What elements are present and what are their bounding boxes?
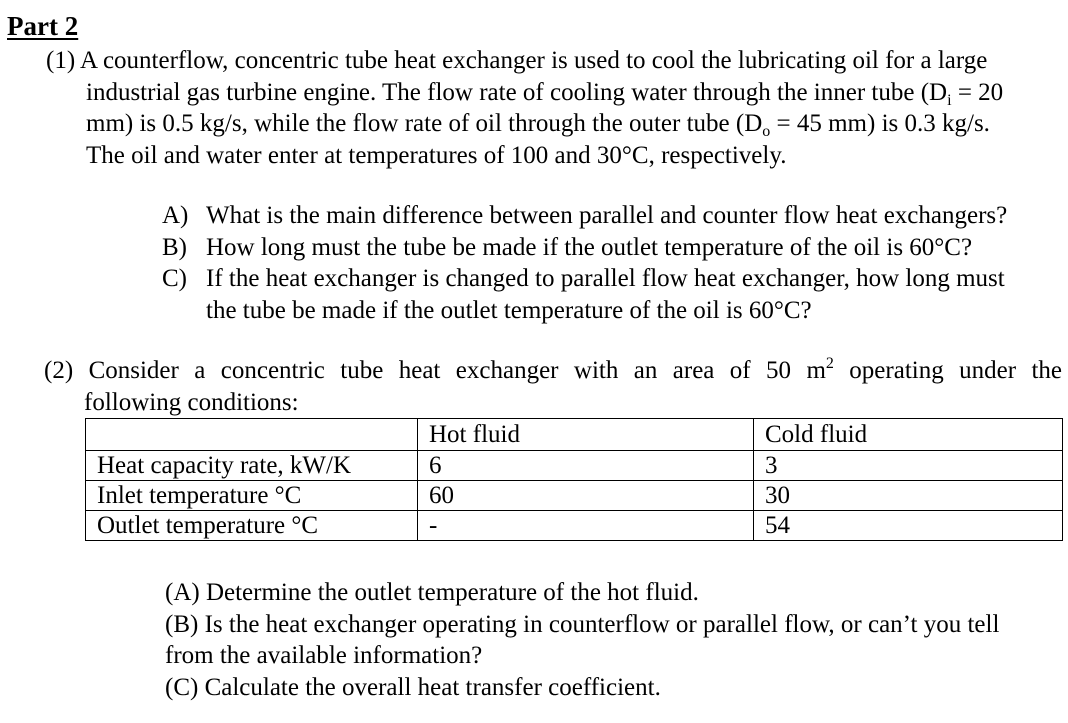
table-cell: 60 [418,481,754,511]
table-cell: 30 [754,481,1063,511]
table-cell: - [418,511,754,541]
table-header-cell: Cold fluid [754,419,1063,451]
table-row [86,511,1063,541]
table-row [86,481,1063,511]
conditions-table [85,418,1063,541]
table-header-cell [86,419,418,451]
problem-1-line-4: The oil and water enter at temperatures of 100 and 30°C, respectively. [86,141,787,169]
question-text: If the heat exchanger is changed to parallel flow heat exchanger, how long must [206,265,1005,292]
question-c [162,263,1068,326]
table-cell: Heat capacity rate, kW/K [86,451,418,481]
table-cell: 3 [754,451,1063,481]
problem-1-number: (1) [46,47,76,74]
question-text: (B) Is the heat exchanger operating in counterflow or parallel flow, or can’t you tell [165,610,1000,638]
table-cell: 6 [418,451,754,481]
problem-2-line-2: following conditions: [84,388,299,416]
subscript-i: i [947,91,952,109]
subscript-o: o [762,123,771,140]
problem-2-line-1: (2) Consider a concentric tube heat exchanger with an area of 50 $m^2$ operating under the [44,355,1062,384]
question-text: How long must the tube be made if the outlet temperature of the oil is 60°C? [206,233,973,261]
question-letter: A) [162,202,189,229]
problem-1-line-1: (1) A counterflow, concentric tube heat exchanger is used to cool the lubricating oil for a large [46,47,988,74]
table-cell: Inlet temperature °C [86,481,418,511]
question-letter: B) [162,233,187,261]
table-cell: 54 [754,511,1063,541]
question-text: from the available information? [165,642,483,669]
problem-2-number: (2) [44,357,74,384]
problem-2-questions [165,577,1068,703]
table-cell: Outlet temperature °C [86,511,418,541]
table-row [86,451,1063,481]
question-b [162,232,1068,264]
question-a [162,200,1068,232]
problem-1-statement [46,45,1068,171]
question-text: (C) Calculate the overall heat transfer coefficient. [165,673,661,701]
question-letter: C) [162,265,187,292]
superscript-2: 2 [825,355,834,372]
problem-1-questions [162,200,1068,326]
problem-1-line-3: mm) is 0.5 kg/s, while the flow rate of oil through the outer tube ($D_o = 45$ mm) is 0.3 kg/s. [86,110,990,140]
problem-2-statement [44,355,1062,418]
page-heading: Part 2 [7,11,79,41]
question-text: What is the main difference between parallel and counter flow heat exchangers? [206,202,1008,229]
table-header-row [86,419,1063,451]
problem-1-line-2: industrial gas turbine engine. The flow rate of cooling water through the inner tube ($D_i = 20$ [86,78,1004,109]
question-text: the tube be made if the outlet temperature of the oil is 60°C? [206,296,812,324]
table-header-cell: Hot fluid [418,419,754,451]
question-text: (A) Determine the outlet temperature of the hot fluid. [165,579,699,606]
